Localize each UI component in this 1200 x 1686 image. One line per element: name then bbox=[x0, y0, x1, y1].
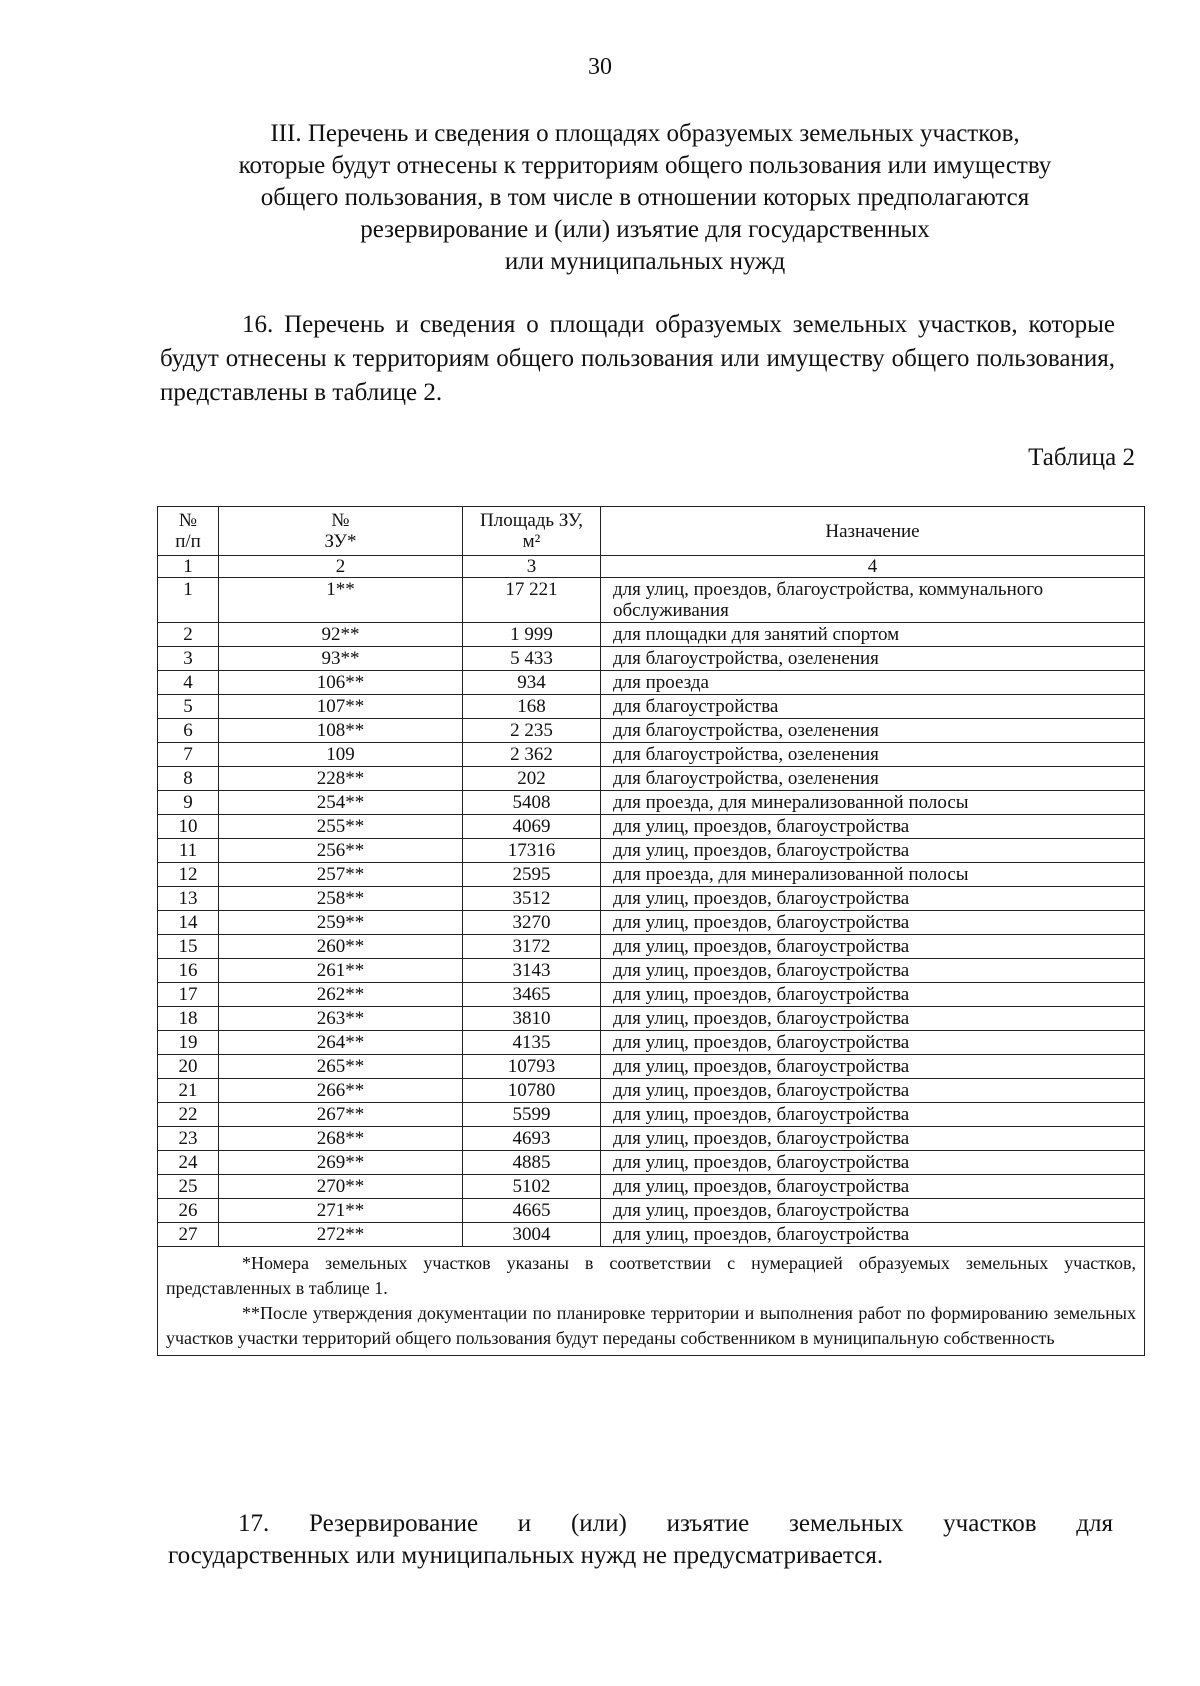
cell-plot-number: 106** bbox=[219, 671, 463, 695]
cell-plot-number: 93** bbox=[219, 647, 463, 671]
cell-purpose: для благоустройства, озеленения bbox=[601, 767, 1145, 791]
cell-area: 10793 bbox=[463, 1055, 601, 1079]
table-row bbox=[158, 1199, 1145, 1223]
cell-purpose: для проезда bbox=[601, 671, 1145, 695]
cell-row-number: 7 bbox=[158, 743, 219, 767]
cell-purpose: для улиц, проездов, благоустройства, коммунального обслуживания bbox=[601, 578, 1145, 623]
cell-area: 3512 bbox=[463, 887, 601, 911]
cell-purpose: для улиц, проездов, благоустройства bbox=[601, 1007, 1145, 1031]
cell-row-number: 20 bbox=[158, 1055, 219, 1079]
cell-row-number: 2 bbox=[158, 623, 219, 647]
table-row bbox=[158, 1031, 1145, 1055]
header-area: Площадь ЗУ, м² bbox=[463, 507, 601, 556]
cell-purpose: для проезда, для минерализованной полосы bbox=[601, 791, 1145, 815]
cell-plot-number: 258** bbox=[219, 887, 463, 911]
cell-plot-number: 260** bbox=[219, 935, 463, 959]
paragraph-17-line: государственных или муниципальных нужд не предусматривается. bbox=[168, 1542, 884, 1569]
table-row bbox=[158, 1007, 1145, 1031]
note-single-asterisk: *Номера земельных участков указаны в соответствии с нумерацией образуемых земельных участков, представленных в таблице 1. bbox=[166, 1253, 1136, 1298]
table-row bbox=[158, 863, 1145, 887]
cell-row-number: 8 bbox=[158, 767, 219, 791]
section-heading bbox=[170, 118, 1120, 278]
cell-area: 934 bbox=[463, 671, 601, 695]
table-row bbox=[158, 983, 1145, 1007]
heading-line: или муниципальных нужд bbox=[504, 248, 786, 275]
cell-purpose: для улиц, проездов, благоустройства bbox=[601, 839, 1145, 863]
table-row bbox=[158, 623, 1145, 647]
cell-plot-number: 269** bbox=[219, 1151, 463, 1175]
table-row bbox=[158, 719, 1145, 743]
cell-purpose: для проезда, для минерализованной полосы bbox=[601, 863, 1145, 887]
paragraph-17 bbox=[168, 1508, 1113, 1572]
table-notes bbox=[158, 1247, 1145, 1356]
cell-row-number: 25 bbox=[158, 1175, 219, 1199]
cell-row-number: 4 bbox=[158, 671, 219, 695]
cell-area: 3172 bbox=[463, 935, 601, 959]
table-header-row bbox=[158, 507, 1145, 556]
cell-row-number: 18 bbox=[158, 1007, 219, 1031]
cell-row-number: 12 bbox=[158, 863, 219, 887]
cell-plot-number: 271** bbox=[219, 1199, 463, 1223]
cell-area: 4693 bbox=[463, 1127, 601, 1151]
cell-purpose: для улиц, проездов, благоустройства bbox=[601, 1031, 1145, 1055]
heading-line: которые будут отнесены к территориям общего пользования или имуществу bbox=[238, 152, 1052, 179]
heading-line: общего пользования, в том числе в отношении которых предполагаются bbox=[260, 184, 1030, 211]
header-plot-number: № ЗУ* bbox=[219, 507, 463, 556]
cell-row-number: 24 bbox=[158, 1151, 219, 1175]
cell-area: 1 999 bbox=[463, 623, 601, 647]
cell-area: 4665 bbox=[463, 1199, 601, 1223]
cell-row-number: 16 bbox=[158, 959, 219, 983]
cell-row-number: 5 bbox=[158, 695, 219, 719]
cell-plot-number: 254** bbox=[219, 791, 463, 815]
table-row bbox=[158, 1103, 1145, 1127]
table-row bbox=[158, 1175, 1145, 1199]
cell-plot-number: 108** bbox=[219, 719, 463, 743]
page-number: 30 bbox=[588, 54, 612, 80]
table-row bbox=[158, 791, 1145, 815]
cell-purpose: для улиц, проездов, благоустройства bbox=[601, 1127, 1145, 1151]
cell-purpose: для улиц, проездов, благоустройства bbox=[601, 1079, 1145, 1103]
table-row bbox=[158, 959, 1145, 983]
cell-plot-number: 92** bbox=[219, 623, 463, 647]
cell-purpose: для улиц, проездов, благоустройства bbox=[601, 959, 1145, 983]
table-row bbox=[158, 767, 1145, 791]
paragraph-16: 16. Перечень и сведения о площади образуемых земельных участков, которые будут отнесены к территориям общего пользования или имуществу общего пользования, представлены в таблице 2. bbox=[160, 311, 1115, 406]
table-row bbox=[158, 743, 1145, 767]
column-number: 1 bbox=[158, 556, 219, 578]
table-notes-row bbox=[158, 1247, 1145, 1356]
cell-plot-number: 267** bbox=[219, 1103, 463, 1127]
cell-row-number: 13 bbox=[158, 887, 219, 911]
heading-line: III. Перечень и сведения о площадях образуемых земельных участков, bbox=[270, 120, 1020, 147]
cell-area: 10780 bbox=[463, 1079, 601, 1103]
cell-plot-number: 259** bbox=[219, 911, 463, 935]
cell-row-number: 1 bbox=[158, 578, 219, 623]
cell-purpose: для благоустройства, озеленения bbox=[601, 719, 1145, 743]
cell-area: 3143 bbox=[463, 959, 601, 983]
cell-area: 17 221 bbox=[463, 578, 601, 623]
cell-purpose: для улиц, проездов, благоустройства bbox=[601, 935, 1145, 959]
cell-plot-number: 228** bbox=[219, 767, 463, 791]
cell-row-number: 14 bbox=[158, 911, 219, 935]
cell-area: 202 bbox=[463, 767, 601, 791]
table-row bbox=[158, 1223, 1145, 1247]
note-double-asterisk: **После утверждения документации по планировке территории и выполнения работ по формированию земельных участков участки территорий общего пользования будут переданы собственником в муниципальную собственность bbox=[166, 1303, 1136, 1348]
cell-area: 4885 bbox=[463, 1151, 601, 1175]
cell-plot-number: 270** bbox=[219, 1175, 463, 1199]
cell-row-number: 15 bbox=[158, 935, 219, 959]
table-row bbox=[158, 647, 1145, 671]
cell-area: 2595 bbox=[463, 863, 601, 887]
cell-purpose: для благоустройства bbox=[601, 695, 1145, 719]
cell-plot-number: 261** bbox=[219, 959, 463, 983]
table-row bbox=[158, 935, 1145, 959]
header-purpose: Назначение bbox=[601, 507, 1145, 556]
cell-purpose: для улиц, проездов, благоустройства bbox=[601, 911, 1145, 935]
cell-plot-number: 255** bbox=[219, 815, 463, 839]
column-number: 3 bbox=[463, 556, 601, 578]
cell-plot-number: 256** bbox=[219, 839, 463, 863]
cell-row-number: 11 bbox=[158, 839, 219, 863]
cell-purpose: для улиц, проездов, благоустройства bbox=[601, 1175, 1145, 1199]
heading-line: резервирование и (или) изъятие для государственных bbox=[360, 216, 930, 243]
cell-row-number: 22 bbox=[158, 1103, 219, 1127]
cell-purpose: для благоустройства, озеленения bbox=[601, 647, 1145, 671]
column-number: 4 bbox=[601, 556, 1145, 578]
column-number: 2 bbox=[219, 556, 463, 578]
cell-row-number: 3 bbox=[158, 647, 219, 671]
cell-area: 5599 bbox=[463, 1103, 601, 1127]
cell-row-number: 26 bbox=[158, 1199, 219, 1223]
table-row bbox=[158, 1079, 1145, 1103]
table-row bbox=[158, 1151, 1145, 1175]
cell-plot-number: 265** bbox=[219, 1055, 463, 1079]
cell-row-number: 10 bbox=[158, 815, 219, 839]
cell-area: 3004 bbox=[463, 1223, 601, 1247]
cell-purpose: для благоустройства, озеленения bbox=[601, 743, 1145, 767]
header-row-number: № п/п bbox=[158, 507, 219, 556]
table-row bbox=[158, 1127, 1145, 1151]
cell-plot-number: 264** bbox=[219, 1031, 463, 1055]
cell-row-number: 23 bbox=[158, 1127, 219, 1151]
table-row bbox=[158, 671, 1145, 695]
cell-purpose: для улиц, проездов, благоустройства bbox=[601, 1151, 1145, 1175]
cell-plot-number: 107** bbox=[219, 695, 463, 719]
table-caption: Таблица 2 bbox=[1028, 444, 1135, 471]
cell-area: 4135 bbox=[463, 1031, 601, 1055]
cell-plot-number: 263** bbox=[219, 1007, 463, 1031]
table-row bbox=[158, 911, 1145, 935]
cell-area: 2 235 bbox=[463, 719, 601, 743]
cell-row-number: 6 bbox=[158, 719, 219, 743]
cell-area: 3465 bbox=[463, 983, 601, 1007]
cell-area: 3270 bbox=[463, 911, 601, 935]
cell-plot-number: 268** bbox=[219, 1127, 463, 1151]
table-row bbox=[158, 815, 1145, 839]
cell-area: 5408 bbox=[463, 791, 601, 815]
column-number-row bbox=[158, 556, 1145, 578]
cell-plot-number: 257** bbox=[219, 863, 463, 887]
cell-area: 168 bbox=[463, 695, 601, 719]
cell-area: 4069 bbox=[463, 815, 601, 839]
cell-purpose: для улиц, проездов, благоустройства bbox=[601, 815, 1145, 839]
cell-plot-number: 1** bbox=[219, 578, 463, 623]
cell-purpose: для площадки для занятий спортом bbox=[601, 623, 1145, 647]
cell-purpose: для улиц, проездов, благоустройства bbox=[601, 1055, 1145, 1079]
table-row bbox=[158, 1055, 1145, 1079]
table-row bbox=[158, 695, 1145, 719]
cell-row-number: 21 bbox=[158, 1079, 219, 1103]
paragraph-17-line: 17. Резервирование и (или) изъятие земельных участков для bbox=[238, 1510, 1113, 1537]
cell-plot-number: 272** bbox=[219, 1223, 463, 1247]
cell-purpose: для улиц, проездов, благоустройства bbox=[601, 1103, 1145, 1127]
cell-purpose: для улиц, проездов, благоустройства bbox=[601, 887, 1145, 911]
cell-area: 5102 bbox=[463, 1175, 601, 1199]
cell-plot-number: 109 bbox=[219, 743, 463, 767]
cell-row-number: 9 bbox=[158, 791, 219, 815]
cell-row-number: 19 bbox=[158, 1031, 219, 1055]
cell-plot-number: 266** bbox=[219, 1079, 463, 1103]
cell-area: 5 433 bbox=[463, 647, 601, 671]
cell-row-number: 17 bbox=[158, 983, 219, 1007]
land-plots-table bbox=[157, 506, 1145, 1356]
table-row bbox=[158, 887, 1145, 911]
table-row bbox=[158, 839, 1145, 863]
cell-plot-number: 262** bbox=[219, 983, 463, 1007]
cell-row-number: 27 bbox=[158, 1223, 219, 1247]
cell-area: 3810 bbox=[463, 1007, 601, 1031]
table-wrapper bbox=[157, 506, 1145, 1356]
cell-area: 2 362 bbox=[463, 743, 601, 767]
cell-purpose: для улиц, проездов, благоустройства bbox=[601, 1199, 1145, 1223]
table-body bbox=[158, 578, 1145, 1247]
cell-purpose: для улиц, проездов, благоустройства bbox=[601, 1223, 1145, 1247]
cell-area: 17316 bbox=[463, 839, 601, 863]
table-row bbox=[158, 578, 1145, 623]
cell-purpose: для улиц, проездов, благоустройства bbox=[601, 983, 1145, 1007]
